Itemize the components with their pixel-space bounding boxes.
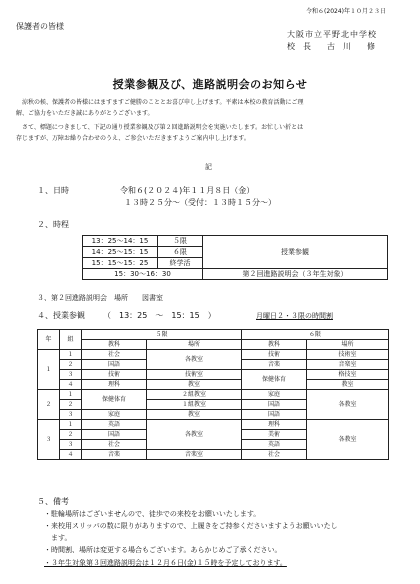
intro-line-4: 存じますが、万障お繰り合わせのうえ、ご参会いただきますようご案内申し上げます。 — [16, 135, 250, 142]
place-cell: １組教室 — [147, 400, 242, 410]
schedule-slot: 終学活 — [158, 258, 203, 269]
place-cell: 教室 — [147, 410, 242, 420]
schedule-slot: ５限 — [158, 236, 203, 247]
place-cell: 技術室 — [307, 350, 389, 360]
place-cell: 音楽室 — [307, 360, 389, 370]
header-period5: ５限 — [82, 330, 242, 340]
class-cell: ３ — [60, 410, 82, 420]
header-subject: 教科 — [242, 340, 307, 350]
ki-heading: 記 — [205, 163, 212, 171]
schedule-time: 15：30～16：30 — [83, 269, 203, 280]
schedule-desc: 第２回進路説明会（３年生対象） — [203, 269, 388, 280]
subject-cell: 理科 — [242, 420, 307, 430]
header-class: 組 — [60, 330, 82, 350]
subject-cell: 家庭 — [82, 410, 147, 420]
class-cell: ２ — [60, 400, 82, 410]
subject-cell: 保健体育 — [82, 390, 147, 410]
place-cell: ２組教室 — [147, 390, 242, 400]
class-cell: ３ — [60, 440, 82, 450]
table-row — [38, 380, 389, 390]
place-cell: 各教室 — [307, 390, 389, 420]
item3-text: ３、第２回進路説明会 場所 図書室 — [37, 294, 163, 302]
schedule-row — [83, 236, 388, 247]
header-period6: ６限 — [242, 330, 389, 340]
subject-cell: 国語 — [242, 410, 307, 420]
note-1: ・駐輪場所はございませんので、徒歩での来校をお願いいたします。 — [44, 510, 261, 518]
grade-cell: １ — [38, 350, 60, 390]
table-row — [38, 340, 389, 350]
schedule-desc: 授業参観 — [203, 236, 388, 269]
place-cell: 各教室 — [147, 350, 242, 370]
item4-label: ４、授業参観 — [37, 311, 85, 320]
note-2-cont: ます。 — [44, 534, 72, 542]
item1-label: １、日時 — [37, 186, 69, 195]
subject-cell: 理科 — [82, 380, 147, 390]
place-cell: 教室 — [147, 380, 242, 390]
schedule-time: 14：25～15：15 — [83, 247, 158, 258]
issue-date: 令和６(2024)年１０月２３日 — [306, 8, 386, 15]
grade-cell: ２ — [38, 390, 60, 420]
schedule-time: 13：25～14：15 — [83, 236, 158, 247]
subject-cell: 国語 — [242, 400, 307, 410]
class-cell: １ — [60, 390, 82, 400]
subject-cell: 国語 — [82, 360, 147, 370]
header-grade: 年 — [38, 330, 60, 350]
schedule-table — [82, 235, 388, 280]
place-cell: 教室 — [307, 380, 389, 390]
note-3: ・時間割、場所は変更する場合もございます。あらかじめご了承ください。 — [44, 546, 282, 554]
subject-cell: 英語 — [82, 420, 147, 430]
item5-label: ５、備考 — [37, 497, 69, 506]
subject-cell: 英語 — [242, 440, 307, 450]
school-name: 大阪市立平野北中学校 — [287, 30, 377, 39]
subject-cell: 社会 — [82, 350, 147, 360]
subject-cell: 技術 — [242, 350, 307, 360]
header-place: 場所 — [307, 340, 389, 350]
intro-line-3: さて、標題につきまして、下記の通り授業参観及び第２回進路説明会を実施いたします。お忙しい折とは — [16, 124, 304, 131]
place-cell: 技術室 — [147, 370, 242, 380]
item2-label: ２、時程 — [37, 220, 69, 229]
place-cell: 各教室 — [307, 420, 389, 460]
schedule-time: 15：15～15：25 — [83, 258, 158, 269]
table-row — [38, 390, 389, 400]
header-place: 場所 — [147, 340, 242, 350]
item1-date: 令和６(２０２４)年１１月８日（金） — [120, 186, 255, 195]
class-cell: ３ — [60, 370, 82, 380]
subject-cell: 美術 — [242, 430, 307, 440]
grade-cell: ３ — [38, 420, 60, 460]
addressee: 保護者の皆様 — [16, 22, 64, 31]
subject-cell: 家庭 — [242, 390, 307, 400]
subject-cell: 音楽 — [242, 360, 307, 370]
subject-cell: 国語 — [82, 430, 147, 440]
subject-cell: 社会 — [82, 440, 147, 450]
header-subject: 教科 — [82, 340, 147, 350]
intro-line-1: 涼秋の候、保護者の皆様にはますますご健勝のこととお喜び申し上げます。平素は本校の教育活動にご理 — [16, 99, 304, 106]
class-cell: １ — [60, 350, 82, 360]
item4-time: （ 13：25 ～ 15：15 ） — [103, 311, 216, 320]
item4-note: 月曜日２・３限の時間割 — [256, 312, 333, 320]
schedule-slot: ６限 — [158, 247, 203, 258]
subject-cell: 社会 — [242, 450, 307, 460]
intro-line-2: 解、ご協力をいただき誠にありがとうございます。 — [16, 110, 154, 117]
class-cell: ４ — [60, 450, 82, 460]
note-4: ・３年生対象第３回進路説明会は１２月６日(金)１５時を予定しております。 — [44, 559, 287, 567]
table-row — [38, 330, 389, 340]
subject-cell: 音楽 — [82, 450, 147, 460]
table-row — [38, 420, 389, 430]
item1-time: １３時２５分～（受付：１３時１５分～） — [124, 198, 276, 207]
class-cell: ４ — [60, 380, 82, 390]
place-cell: 音楽室 — [147, 450, 242, 460]
page-title: 授業参観及び、進路説明会のお知らせ — [112, 78, 308, 91]
table-row — [38, 370, 389, 380]
class-cell: ２ — [60, 430, 82, 440]
place-cell: 各教室 — [147, 420, 242, 450]
lesson-table — [37, 329, 389, 460]
schedule-row — [83, 269, 388, 280]
class-cell: １ — [60, 420, 82, 430]
subject-cell: 技術 — [82, 370, 147, 380]
table-row — [38, 350, 389, 360]
place-cell: 格技室 — [307, 370, 389, 380]
subject-cell: 保健体育 — [242, 370, 307, 390]
principal-name: 校 長 古 川 修 — [287, 42, 375, 51]
class-cell: ２ — [60, 360, 82, 370]
note-2: ・来校用スリッパの数に限りがありますので、上履きをご持参くださいますようお願いいたし — [44, 522, 338, 530]
